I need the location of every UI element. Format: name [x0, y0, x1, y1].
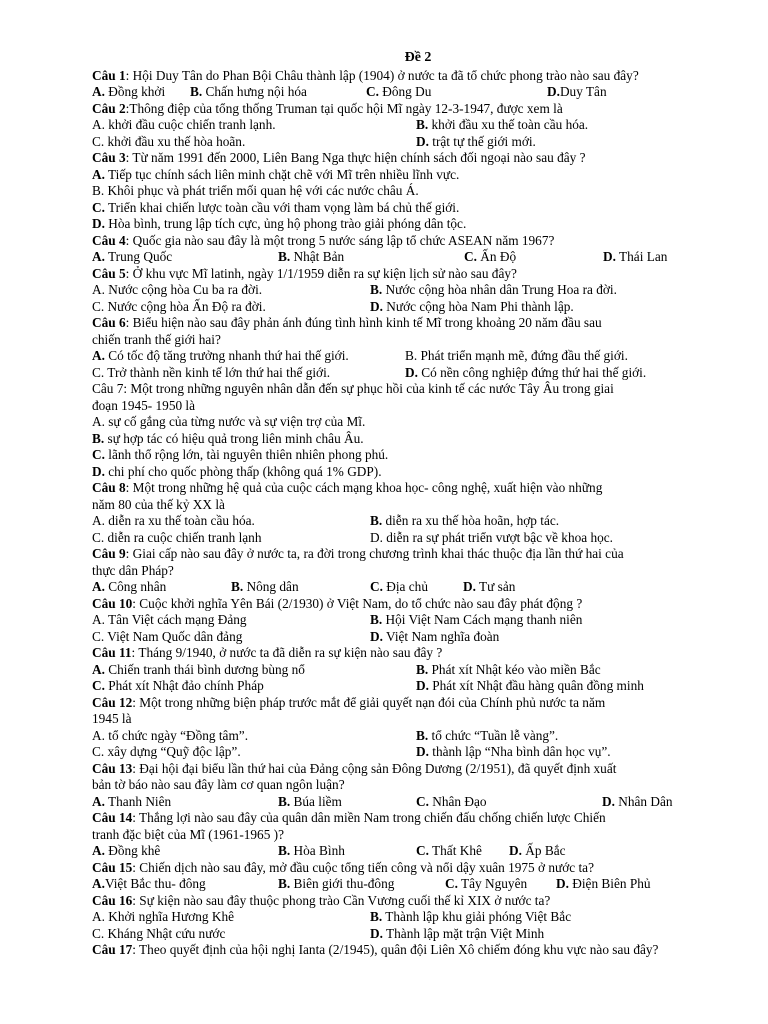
question-13: Câu 13: Đại hội đại biểu lần thứ hai của Đảng cộng sản Đông Dương (2/1951), đã quyết định xuất — [92, 760, 617, 776]
question-5: Câu 5: Ở khu vực Mĩ latinh, ngày 1/1/1959 diễn ra sự kiện lịch sử nào sau đây? — [92, 265, 517, 281]
question-6-cont: chiến tranh thế giới hai? — [92, 331, 221, 347]
option-d: D. diễn ra sự phát triển vượt bậc về khoa học. — [370, 529, 613, 545]
question-12-options-row1 — [92, 728, 716, 745]
question-2-options-row2 — [92, 134, 716, 151]
option-c: C. lãnh thổ rộng lớn, tài nguyên thiên nhiên phong phú. — [92, 447, 389, 462]
question-11-options-row2 — [92, 678, 716, 695]
question-12-options-row2 — [92, 744, 716, 761]
question-14-cont: tranh đặc biệt của Mĩ (1961-1965 )? — [92, 826, 284, 842]
option-a: A. sự cố gắng của từng nước và sự viện trợ của Mĩ. — [92, 414, 366, 429]
option-d: D. Có nền công nghiệp đứng thứ hai thế giới. — [405, 364, 647, 380]
option-b: B. sự hợp tác có hiệu quả trong liên minh châu Âu. — [92, 430, 364, 446]
question-1: Câu 1: Hội Duy Tân do Phan Bội Châu thành lập (1904) ở nước ta đã tổ chức phong trào nào sau đây? — [92, 67, 639, 83]
question-12: Câu 12: Một trong những biện pháp trước mắt để giải quyết nạn đói của Chính phủ nước ta năm — [92, 694, 606, 710]
option-c: C. Đông Du — [366, 84, 432, 99]
option-c: C. Trở thành nền kinh tế lớn thứ hai thế giới. — [92, 364, 331, 380]
question-17: Câu 17: Theo quyết định của hội nghị Ianta (2/1945), quân đội Liên Xô chiếm đóng khu vực nào sau đây? — [92, 942, 659, 957]
option-d: D. Điện Biên Phủ — [556, 876, 651, 891]
question-2: Câu 2:Thông điệp của tổng thống Truman tại quốc hội Mĩ ngày 12-3-1947, được xem là — [92, 100, 563, 116]
question-10-options-row2 — [92, 629, 716, 646]
option-c: C. Kháng Nhật cứu nước — [92, 925, 226, 941]
option-c: C. Nhân Đạo — [416, 793, 487, 809]
question-11-options-row1 — [92, 662, 716, 679]
question-16-options-row2 — [92, 926, 716, 943]
option-a: A. tổ chức ngày “Đồng tâm”. — [92, 727, 249, 743]
option-a: A. Tiếp tục chính sách liên minh chặt chẽ với Mĩ trên nhiều lĩnh vực. — [92, 166, 460, 182]
option-b: B. Phát triển mạnh mẽ, đứng đầu thế giới. — [405, 348, 628, 363]
question-4: Câu 4: Quốc gia nào sau đây là một trong 5 nước sáng lập tổ chức ASEAN năm 1967? — [92, 232, 555, 248]
exam-page — [92, 50, 716, 959]
question-13-cont: bản tờ báo nào sau đây làm cơ quan ngôn luận? — [92, 777, 345, 792]
question-1-options — [92, 84, 716, 101]
question-5-options-row1 — [92, 282, 716, 299]
option-c: C. Việt Nam Quốc dân đảng — [92, 628, 243, 644]
option-b: B. Phát xít Nhật kéo vào miền Bắc — [416, 661, 601, 677]
question-16-options-row1 — [92, 909, 716, 926]
option-c: C. Tây Nguyên — [445, 876, 528, 891]
option-d: D.Duy Tân — [547, 84, 607, 99]
option-a: A. Có tốc độ tăng trưởng nhanh thứ hai thế giới. — [92, 348, 349, 363]
question-7-cont: đoạn 1945- 1950 là — [92, 397, 196, 413]
option-d: D. Nhân Dân — [602, 793, 673, 809]
question-8-cont: năm 80 của thế kỷ XX là — [92, 496, 225, 512]
option-c: C. diễn ra cuộc chiến tranh lạnh — [92, 529, 262, 545]
option-d: D. thành lập “Nha bình dân học vụ”. — [416, 744, 611, 759]
question-12-cont: 1945 là — [92, 711, 132, 726]
option-d: D. Ấp Bắc — [509, 843, 566, 858]
option-b: B. Khôi phục và phát triển mối quan hệ với các nước châu Á. — [92, 183, 419, 198]
question-8-options-row2 — [92, 530, 716, 547]
option-c: C. Ấn Độ — [464, 249, 517, 264]
question-9: Câu 9: Giai cấp nào sau đây ở nước ta, ra đời trong chương trình khai thác thuộc địa lần thứ hai của — [92, 546, 624, 561]
question-3: Câu 3: Từ năm 1991 đến 2000, Liên Bang Nga thực hiện chính sách đối ngoại nào sau đây ? — [92, 150, 586, 165]
option-c: C. khởi đầu xu thế hòa hoãn. — [92, 133, 246, 149]
question-14-options — [92, 843, 716, 860]
question-15-options — [92, 876, 716, 893]
option-d: D. Việt Nam nghĩa đoàn — [370, 628, 500, 644]
option-c: C. Địa chủ — [370, 579, 428, 594]
question-10-options-row1 — [92, 612, 716, 629]
option-a: A. khởi đầu cuộc chiến tranh lạnh. — [92, 117, 276, 132]
option-a: A. Khởi nghĩa Hương Khê — [92, 909, 235, 924]
option-d: D. Nước cộng hòa Nam Phi thành lập. — [370, 298, 574, 314]
option-c: C. xây dựng “Quỹ độc lập”. — [92, 744, 241, 759]
option-c: C. Nước cộng hòa Ấn Độ ra đời. — [92, 298, 266, 314]
question-13-options — [92, 794, 716, 811]
option-d: D. Thái Lan — [603, 249, 668, 264]
option-d: D. Thành lập mặt trận Việt Minh — [370, 925, 545, 941]
question-6-options-row2 — [92, 365, 716, 382]
question-5-options-row2 — [92, 299, 716, 316]
option-b: B. diễn ra xu thế hòa hoãn, hợp tác. — [370, 513, 560, 528]
option-d: D. Phát xít Nhật đầu hàng quân đồng minh — [416, 678, 644, 693]
option-a: A. diễn ra xu thế toàn cầu hóa. — [92, 513, 255, 528]
question-6-options-row1 — [92, 348, 716, 365]
option-b: B. khởi đầu xu thế toàn cầu hóa. — [416, 117, 589, 132]
option-a: A. Trung Quốc — [92, 249, 173, 264]
question-16: Câu 16: Sự kiện nào sau đây thuộc phong trào Cần Vương cuối thế kỉ XIX ở nước ta? — [92, 892, 551, 908]
question-9-options — [92, 579, 716, 596]
option-b: B. Hòa Bình — [278, 843, 345, 858]
option-a: A. Đồng khởi — [92, 84, 166, 99]
option-b: B. tổ chức “Tuần lễ vàng”. — [416, 727, 559, 743]
option-a: A.Việt Bắc thu- đông — [92, 876, 206, 891]
question-8-options-row1 — [92, 513, 716, 530]
option-a: A. Nước cộng hòa Cu ba ra đời. — [92, 282, 263, 297]
option-c: C. Triển khai chiến lược toàn cầu với tham vọng làm bá chủ thế giới. — [92, 199, 460, 215]
option-a: A. Tân Việt cách mạng Đảng — [92, 612, 247, 627]
option-b: B. Hội Việt Nam Cách mạng thanh niên — [370, 612, 583, 627]
question-4-options — [92, 249, 716, 266]
question-9-cont: thực dân Pháp? — [92, 562, 174, 578]
question-10: Câu 10: Cuộc khởi nghĩa Yên Bái (2/1930) ở Việt Nam, do tổ chức nào sau đây phát động ? — [92, 595, 583, 611]
option-b: B. Búa liềm — [278, 793, 342, 809]
option-c: C. Phát xít Nhật đảo chính Pháp — [92, 678, 264, 693]
option-b: B. Biên giới thu-đông — [278, 876, 395, 891]
option-d: D. Hòa bình, trung lập tích cực, ủng hộ phong trào giải phóng dân tộc. — [92, 216, 467, 231]
question-8: Câu 8: Một trong những hệ quả của cuộc cách mạng khoa học- công nghệ, xuất hiện vào những — [92, 480, 603, 495]
option-b: B. Nước cộng hòa nhân dân Trung Hoa ra đời. — [370, 282, 617, 297]
option-a: A. Đồng khê — [92, 843, 161, 858]
option-d: D. Tư sản — [463, 579, 516, 594]
question-6: Câu 6: Biểu hiện nào sau đây phản ánh đúng tình hình kinh tế Mĩ trong khoảng 20 năm đầu sau — [92, 315, 602, 330]
option-b: B. Nông dân — [231, 579, 299, 594]
option-b: B. Chấn hưng nội hóa — [190, 84, 307, 99]
question-15: Câu 15: Chiến dịch nào sau đây, mở đầu cuộc tổng tiến công và nổi dậy xuân 1975 ở nước ta? — [92, 859, 594, 875]
option-d: D. trật tự thế giới mới. — [416, 133, 536, 149]
option-b: B. Thành lập khu giải phóng Việt Bắc — [370, 909, 572, 924]
option-d: D. chi phí cho quốc phòng thấp (không quá 1% GDP). — [92, 463, 382, 479]
option-c: C. Thất Khê — [416, 843, 482, 858]
exam-title: Đề 2 — [404, 50, 432, 65]
question-7: Câu 7: Một trong những nguyên nhân dẫn đến sự phục hồi của kinh tế các nước Tây Âu trong giai — [92, 381, 614, 396]
option-a: A. Thanh Niên — [92, 793, 172, 809]
option-a: A. Công nhân — [92, 579, 167, 594]
question-2-options-row1 — [92, 117, 716, 134]
option-b: B. Nhật Bản — [278, 249, 345, 264]
question-14: Câu 14: Thắng lợi nào sau đây của quân dân miền Nam trong chiến đấu chống chiến lược Chiến — [92, 810, 606, 825]
question-11: Câu 11: Tháng 9/1940, ở nước ta đã diễn ra sự kiện nào sau đây ? — [92, 645, 443, 660]
option-a: A. Chiến tranh thái bình dương bùng nổ — [92, 661, 305, 677]
